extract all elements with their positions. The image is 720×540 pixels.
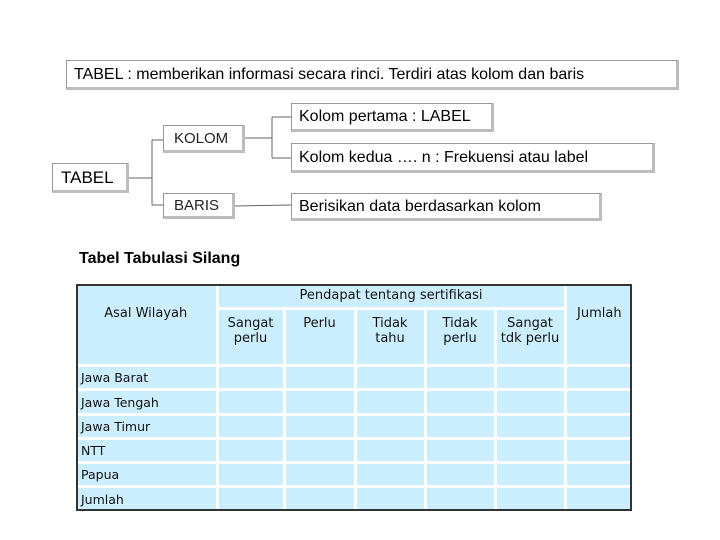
node-baris-isi: Berisikan data berdasarkan kolom — [291, 193, 602, 221]
table-row — [76, 438, 632, 462]
row-label: Jawa Barat — [76, 366, 217, 390]
definition-text: : memberikan informasi secara rinci. Terdiri atas kolom dan baris — [122, 66, 585, 83]
row-label: Jawa Tengah — [76, 390, 217, 414]
row-label-total: Jumlah — [76, 487, 217, 511]
root-node-tabel: TABEL — [52, 163, 129, 193]
header-pendapat: Pendapat tentang sertifikasi — [217, 284, 565, 308]
definition-term: TABEL — [74, 66, 123, 83]
table-title: Tabel Tabulasi Silang — [79, 250, 241, 267]
node-baris: BARIS — [163, 193, 235, 219]
row-label: Papua — [76, 463, 217, 487]
table-row-total — [76, 487, 632, 511]
node-kolom-pertama: Kolom pertama : LABEL — [291, 103, 494, 132]
header-perlu: Perlu — [284, 308, 355, 366]
node-kolom-kedua: Kolom kedua …. n : Frekuensi atau label — [291, 143, 655, 173]
header-sangat-perlu: Sangat perlu — [217, 308, 284, 366]
table-row — [76, 366, 632, 390]
node-kolom: KOLOM — [163, 125, 245, 153]
table-row — [76, 390, 632, 414]
table-row — [76, 463, 632, 487]
header-tidak-tahu: Tidak tahu — [355, 308, 425, 366]
table-row — [76, 414, 632, 438]
row-label: NTT — [76, 438, 217, 462]
cross-tab-table — [76, 284, 632, 511]
header-asal-wilayah: Asal Wilayah — [76, 284, 217, 366]
row-label: Jawa Timur — [76, 414, 217, 438]
header-jumlah: Jumlah — [565, 284, 632, 366]
header-tidak-perlu: Tidak perlu — [425, 308, 495, 366]
header-sangat-tdk-perlu: Sangat tdk perlu — [495, 308, 565, 366]
